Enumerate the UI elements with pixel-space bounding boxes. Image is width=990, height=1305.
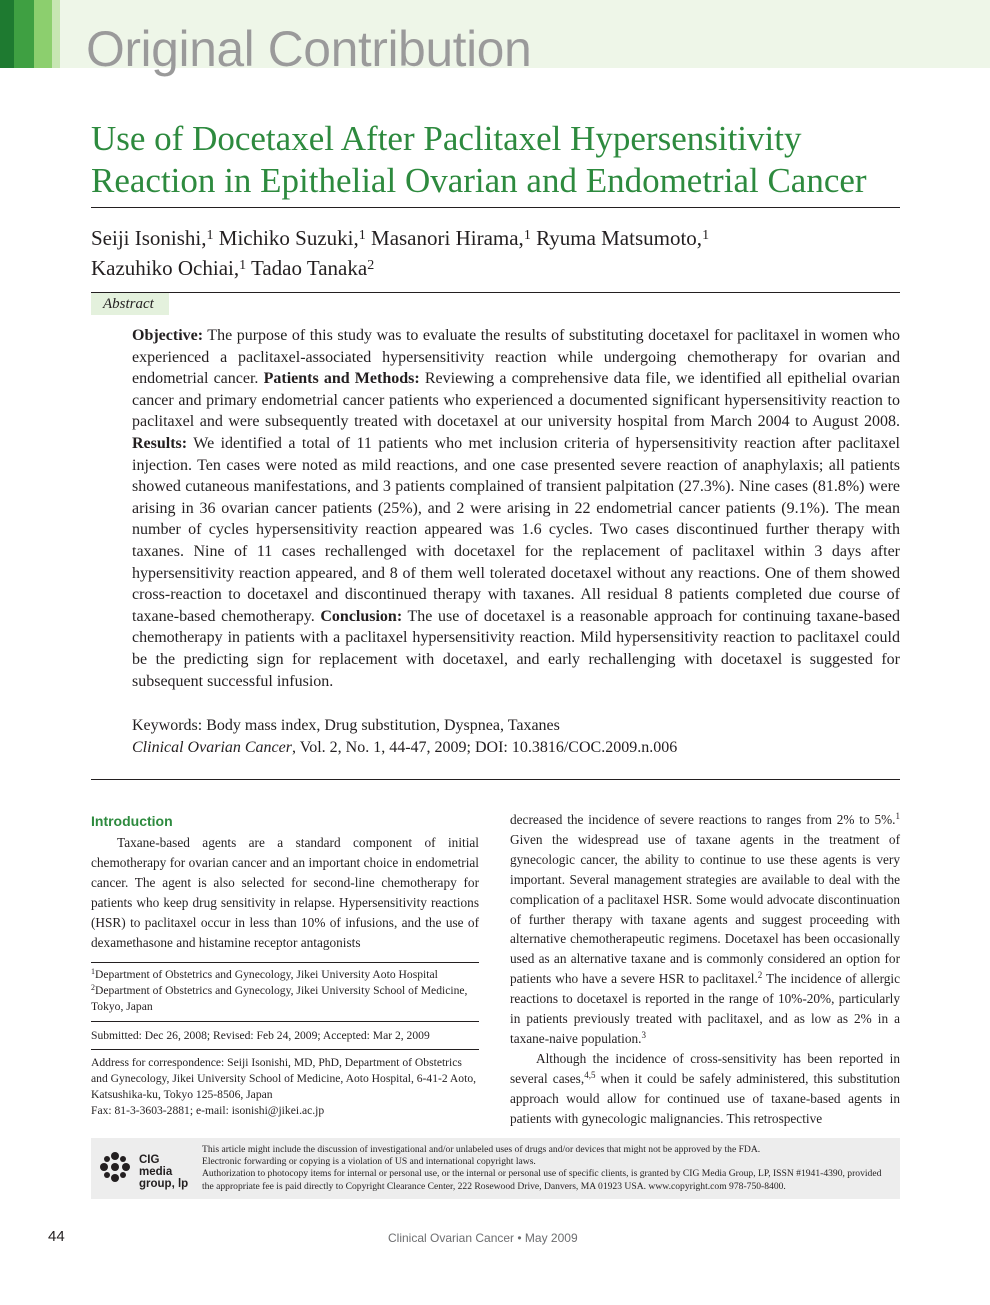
cig-logo-text: CIG media group, lp: [139, 1154, 189, 1190]
cig-logo: [96, 1150, 196, 1190]
abstract-rule: [91, 292, 900, 293]
disclaimer-box: [91, 1138, 900, 1199]
contact: Fax: 81-3-3603-2881; e-mail: isonishi@jikei.ac.jp: [91, 1104, 325, 1117]
page-number: 44: [48, 1228, 65, 1245]
title-rule: [91, 207, 900, 208]
intro-heading: Introduction: [91, 813, 173, 829]
address-rule: [91, 1049, 479, 1050]
citation: Clinical Ovarian Cancer, Vol. 2, No. 1, 44-47, 2009; DOI: 10.3816/COC.2009.n.006: [132, 739, 678, 756]
running-footer: Clinical Ovarian Cancer • May 2009: [388, 1231, 578, 1245]
author: Ryuma Matsumoto,$^1$: [536, 226, 710, 250]
intro-paragraph: Although the incidence of cross-sensitivity has been reported in several cases,$^{4,5}$ when it could be safely administered, this substitution approach would allow for continued use of taxane-based agents in patients with gynecologic malignancies. This retrospective: [510, 1050, 900, 1126]
abstract-tab: Abstract: [91, 293, 169, 315]
disclaimer-text: This article might include the discussion of investigational and/or unlabeled uses of drugs and/or devices that might not be approved by the FDA. Electronic forwarding or copying is a violation of US and international copyright laws. Authorization to photocopy items for internal or personal use, or the internal or personal use of specific clients, is granted by CIG Media Group, LP, ISSN #1941-4390, provided the appropriate fee is paid directly to Copyright Clearance Center, 222 Rosewood Drive, Danvers, MA 01923 USA. www.copyright.com 978-750-8400.: [202, 1144, 882, 1192]
header-bar-pale: [52, 0, 60, 68]
author-list: [91, 222, 901, 282]
address: Address for correspondence: Seiji Isonishi, MD, PhD, Department of Obstetrics and Gynecology, Jikei University School of Medicine, Aoto Hospital, 6-41-2 Aoto, Katsushika-ku, Tokyo 125-8506, Japan: [91, 1056, 477, 1101]
header-bar-dark: [0, 0, 14, 68]
intro-left-column: [91, 812, 479, 952]
affiliations: [91, 967, 479, 1015]
keywords-block: [132, 715, 900, 759]
footnote-rule: [91, 962, 479, 963]
header-bar-light: [34, 0, 52, 68]
section-label: Original Contribution: [86, 21, 532, 77]
correspondence: [91, 1055, 479, 1119]
intro-paragraph: Taxane-based agents are a standard component of initial chemotherapy for ovarian cancer and an important choice in endometrial cancer. The agent is also selected for second-line chemotherapy for patients who keep drug sensitivity in relapse. Hypersensitivity reactions (HSR) to paclitaxel occur in less than 10% of infusions, and the use of dexamethasone and histamine receptor antagonists: [91, 835, 479, 950]
author: Kazuhiko Ochiai,$^1$: [91, 256, 247, 280]
dates-rule: [91, 1021, 479, 1022]
affiliation-1: $^1$Department of Obstetrics and Gynecology, Jikei University Aoto Hospital: [91, 967, 438, 981]
abstract-end-rule: [91, 779, 900, 780]
intro-right-column: [510, 810, 900, 1129]
intro-paragraph: decreased the incidence of severe reactions to ranges from 2% to 5%.$^1$ Given the widespread use of taxane agents in the treatment of gynecologic cancer, the ability to continue to use these agents is very important. Several management strategies are available to deal with the complication of a paclitaxel HSR. Some would advocate discontinuation of further therapy with taxane agents and suggest proceeding with alternative chemotherapeutic regimens. Docetaxel has been occasionally used as an alternative taxane and is commonly considered an option for patients who have a severe HSR to paclitaxel.$^2$ The incidence of allergic reactions to docetaxel is reported in the range of 10%-20%, particularly in patients previously treated with paclitaxel, and as low as 2% in a taxane-naive population.$^3$: [510, 811, 901, 1046]
author: Seiji Isonishi,$^1$: [91, 226, 214, 250]
abstract-body: Objective: The purpose of this study was to evaluate the results of substituting docetaxel for paclitaxel in women who experienced a paclitaxel-associated hypersensitivity reaction while undergoing chemotherapy for ovarian and endometrial cancer. Patients and Methods: Reviewing a comprehensive data file, we identified all epithelial ovarian cancer and primary endometrial cancer patients who experienced a documented significant hypersensitivity reaction to paclitaxel and were subsequently treated with docetaxel at our university hospital from March 2004 to August 2008. Results: We identified a total of 11 patients who met inclusion criteria of hypersensitivity reaction after paclitaxel injection. Ten cases were noted as mild reactions, and one case presented severe reaction of anaphylaxis; all patients showed cutaneous manifestations, and 3 patients complained of transient palpitation (27.3%). Nine cases (81.8%) were arising in 36 ovarian cancer patients (25%), and 2 were arising in 22 endometrial cancer patients (9.1%). The mean number of cycles hypersensitivity reaction appeared was 1.6 cycles. Two cases discontinued further therapy with taxanes. Nine of 11 cases rechallenged with docetaxel for the replacement of paclitaxel within 3 days after hypersensitivity reaction appeared, and 8 of them well tolerated docetaxel without any reactions. One of them showed cross-reaction to docetaxel and discontinued therapy with taxanes. All residual 8 patients completed due course of taxane-based chemotherapy. Conclusion: The use of docetaxel is a reasonable approach for continuing taxane-based chemotherapy in patients with a paclitaxel hypersensitivity reaction. Mild hypersensitivity reaction to paclitaxel could be the predicting sign for replacement with docetaxel, and early rechallenging with docetaxel is suggested for subsequent successful infusion.: [132, 327, 901, 690]
author: Michiko Suzuki,$^1$: [218, 226, 366, 250]
author: Tadao Tanaka$^2$: [251, 256, 375, 280]
submission-dates: Submitted: Dec 26, 2008; Revised: Feb 24, 2009; Accepted: Mar 2, 2009: [91, 1029, 430, 1042]
affiliation-2: $^2$Department of Obstetrics and Gynecology, Jikei University School of Medicine, Tokyo, Japan: [91, 983, 468, 1013]
header-bar-mid: [14, 0, 34, 68]
article-title: Use of Docetaxel After Paclitaxel Hypersensitivity Reaction in Epithelial Ovarian and Endometrial Cancer: [91, 119, 867, 200]
cig-flower-icon: [96, 1150, 134, 1184]
keywords: Keywords: Body mass index, Drug substitution, Dyspnea, Taxanes: [132, 717, 560, 734]
author: Masanori Hirama,$^1$: [371, 226, 531, 250]
